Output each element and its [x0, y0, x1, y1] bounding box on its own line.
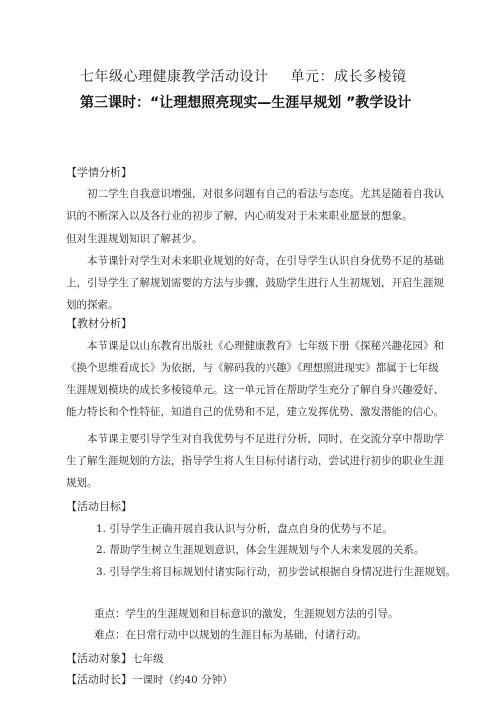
objective-item-1: 1. 引导学生正确开展自我认识与分析，盘点自身的优势与不足。: [96, 523, 393, 535]
duration-value: 一课时（约40 分钟）: [132, 674, 233, 686]
objective-item-2: 2. 帮助学生树立生涯规划意识，体会生涯规划与个人未来发展的关系。: [96, 544, 425, 556]
textbook-analysis-paragraph-1: 本节课是以山东教育出版社《心理健康教育》七年级下册《探秘兴趣花园》和《换个思维看成长》为依据，与《解码我的兴趣》《理想照进现实》都属于七年级生涯规划模块的成长多棱镜单元。这一单元旨在帮助学生充分了解自身兴趣爱好、能力特长和个性特征，知道自己的优势和不足，建立发挥优势、激发潜能的信心。: [66, 340, 444, 418]
unit-name: 单元：成长多棱镜: [290, 69, 407, 85]
learner-analysis-paragraph-2: 但对生涯规划知识了解甚少。: [66, 233, 203, 245]
course-name: 七年级心理健康教学活动设计: [80, 69, 269, 85]
textbook-analysis-heading: 【教材分析】: [66, 317, 132, 330]
duration-label: 【活动时长】: [66, 673, 132, 686]
lesson-title: 第三课时：“让理想照亮现实—生涯早规划 ”教学设计: [80, 95, 412, 111]
learner-analysis-paragraph-3: 本节课针对学生对未来职业规划的好奇，在引导学生认识自身优势不足的基础上，引导学生了解规划需要的方法与步骤，鼓励学生进行人生初规划，开启生涯规划的探索。: [66, 255, 444, 311]
document-header: [80, 66, 460, 86]
learner-analysis-paragraph-1: 初二学生自我意识增强，对很多问题有自己的看法与态度。尤其是随着自我认识的不断深入以及各行业的初步了解，内心萌发对于未来职业愿景的想象。: [66, 188, 444, 222]
audience-line: [66, 648, 446, 670]
difficulty-point: 难点：在日常行动中以规划的生涯目标为基础，付诸行动。: [94, 629, 367, 641]
duration-line: [66, 669, 446, 691]
audience-value: 七年级: [132, 653, 164, 665]
key-point: 重点：学生的生涯规划和目标意识的激发，生涯规划方法的引导。: [94, 608, 399, 620]
textbook-analysis-paragraph-2: 本节课主要引导学生对自我优势与不足进行分析，同时，在交流分享中帮助学生了解生涯规划的方法，指导学生将人生目标付诸行动，尝试进行初步的职业生涯规划。: [66, 433, 444, 489]
learner-analysis-heading: 【学情分析】: [66, 166, 132, 179]
objectives-heading: 【活动目标】: [66, 500, 132, 513]
audience-label: 【活动对象】: [66, 652, 132, 665]
objective-item-3: 3. 引导学生将目标规划付诸实际行动，初步尝试根据自身情况进行生涯规划。: [96, 566, 456, 578]
